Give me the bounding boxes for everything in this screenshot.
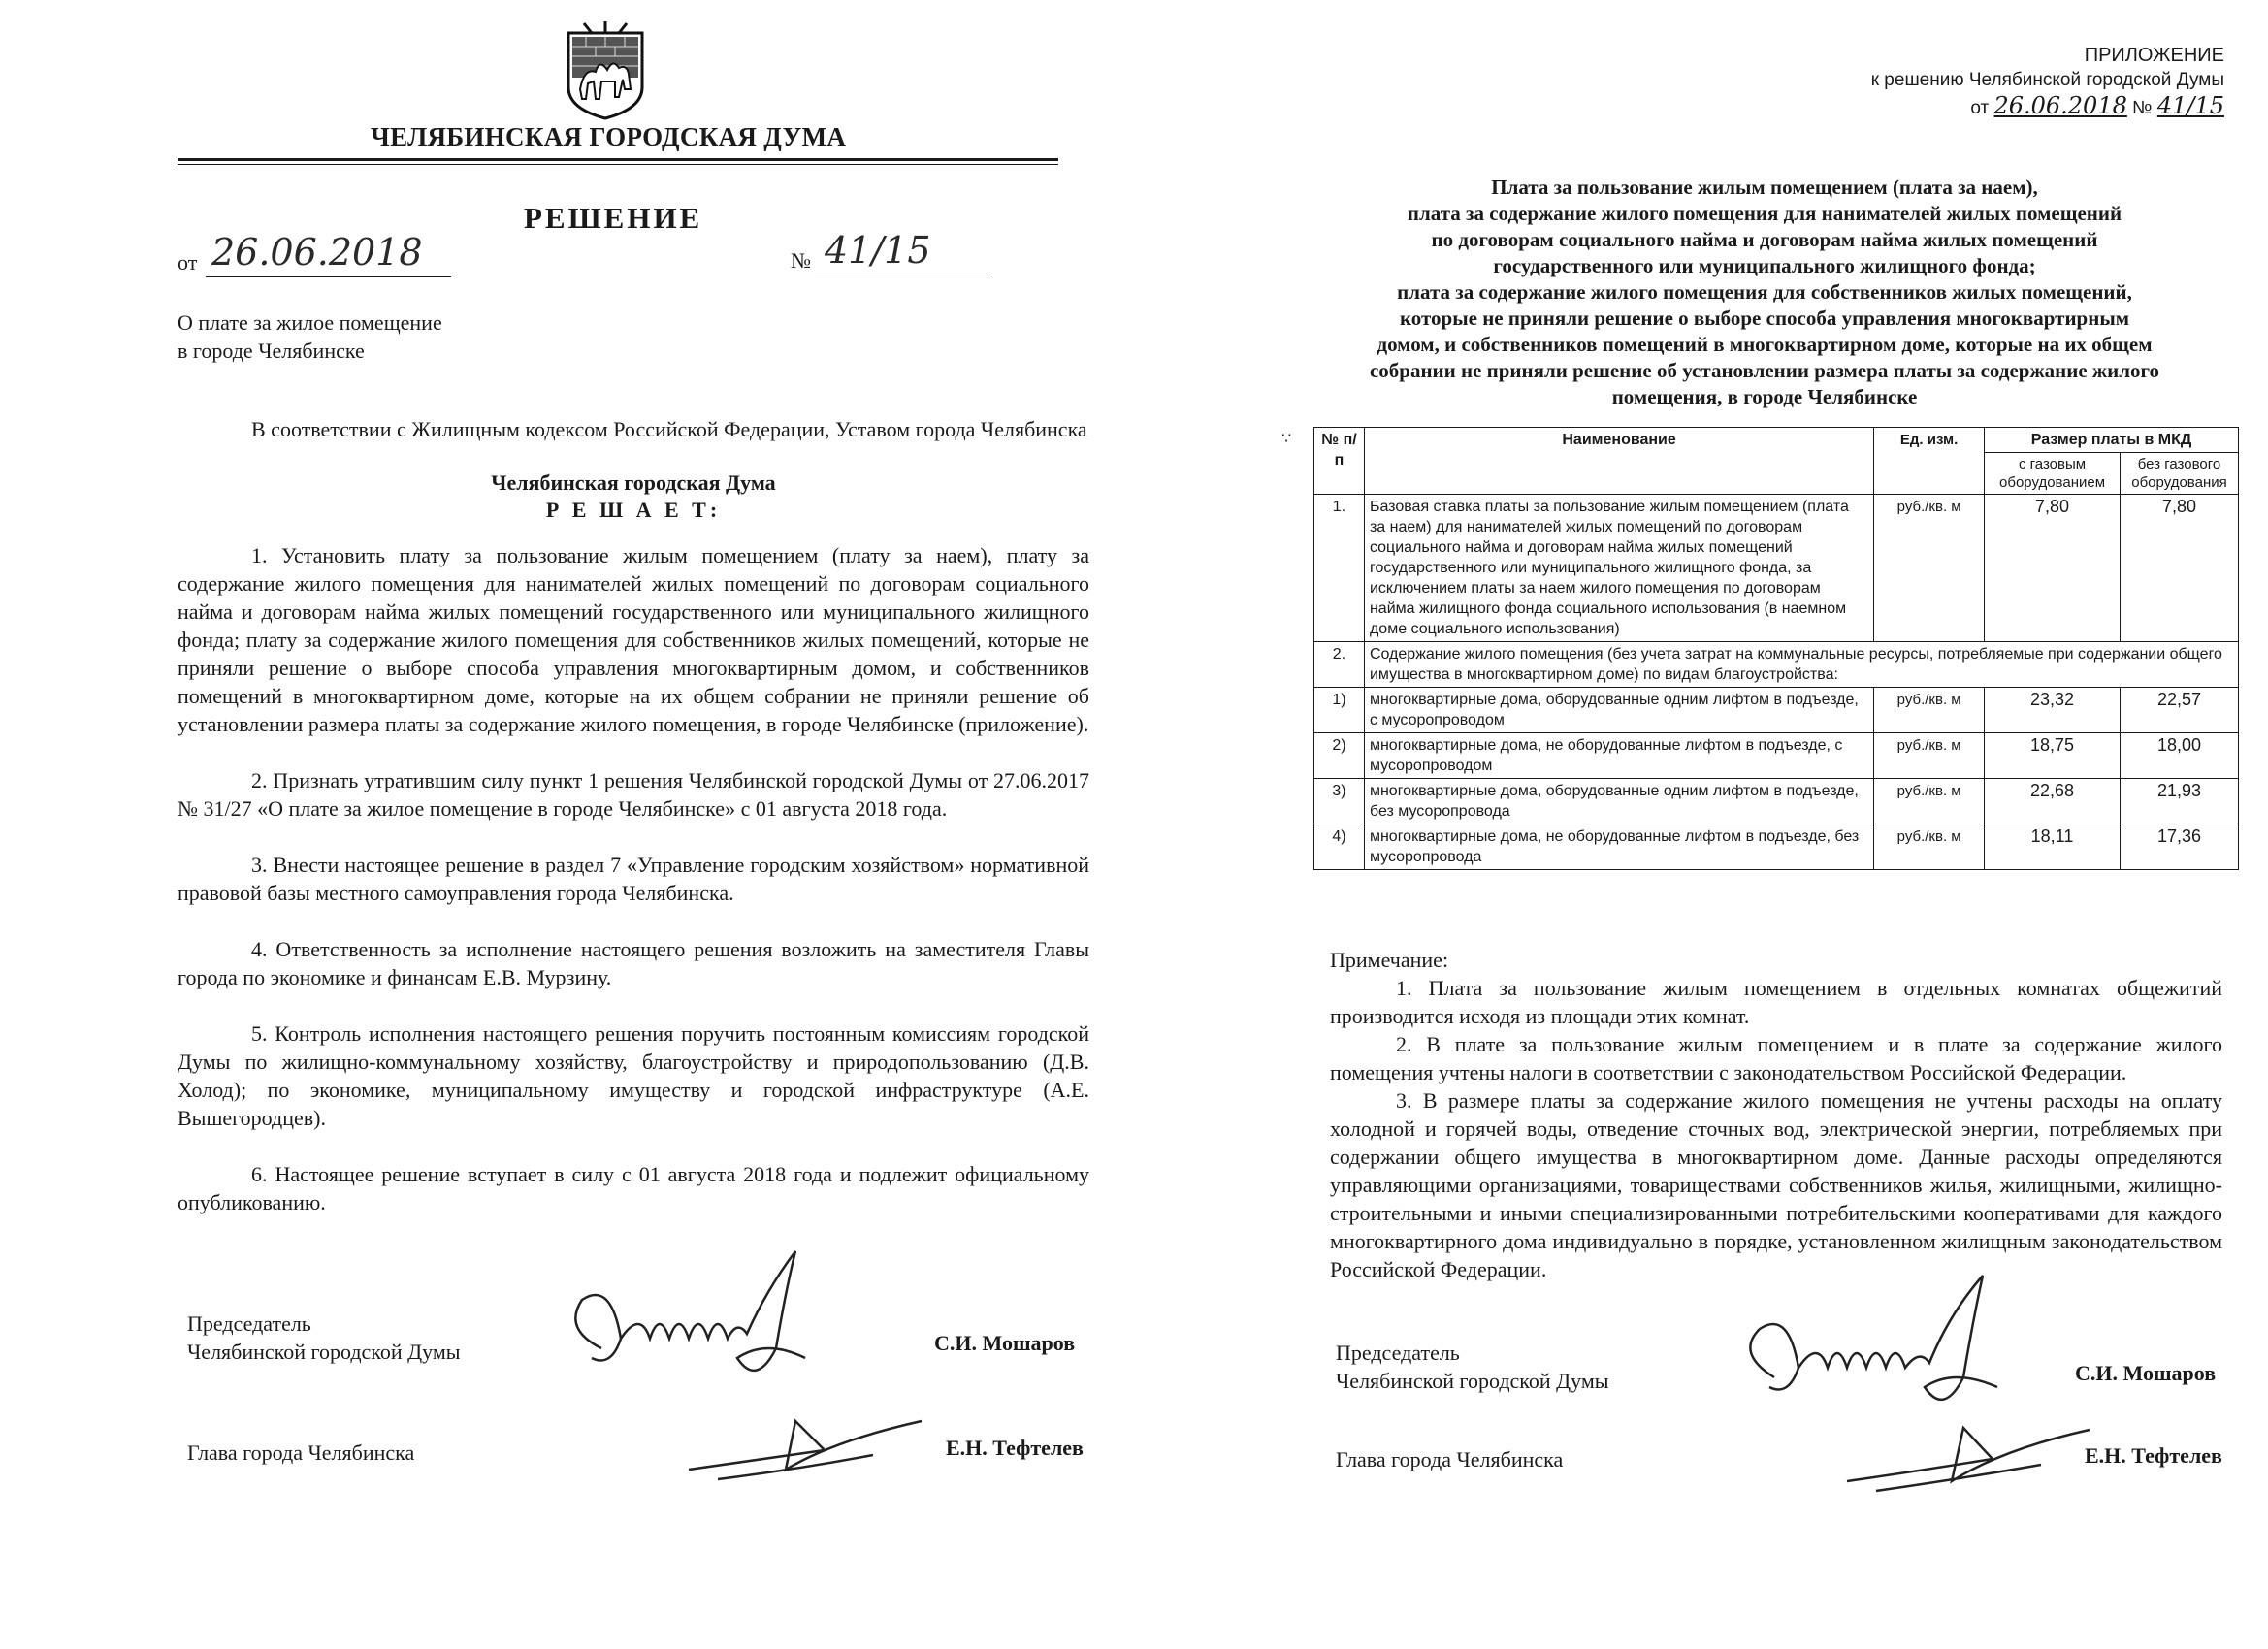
title-line: Плата за пользование жилым помещением (плата за наем), xyxy=(1491,176,2038,199)
head-signature xyxy=(1837,1418,2099,1496)
appendix-date-prefix: от xyxy=(1970,98,1990,118)
cell-unit: руб./кв. м xyxy=(1874,824,1985,870)
table-row xyxy=(1314,688,2239,733)
decision-item: 6. Настоящее решение вступает в силу с 01 августа 2018 года и подлежит официальному опубликованию. xyxy=(178,1162,1089,1214)
chair-signature xyxy=(1716,1256,2046,1426)
appendix-page xyxy=(1134,0,2268,1649)
chair-name: С.И. Мошаров xyxy=(2075,1361,2217,1385)
appendix-date: 26.06.2018 xyxy=(1993,92,2127,119)
title-line: плата за содержание жилого помещения для нанимателей жилых помещений xyxy=(1407,202,2122,225)
handwritten-number: 41/15 xyxy=(825,229,931,272)
title-line: помещения, в городе Челябинске xyxy=(1611,385,1918,408)
notes xyxy=(1330,946,2222,1283)
cell-without-gas: 22,57 xyxy=(2121,688,2239,733)
header-size: Размер платы в МКД xyxy=(1985,428,2239,453)
cell-name: многоквартирные дома, оборудованные одним лифтом в подъезде, без мусоропровода xyxy=(1364,779,1873,824)
table-margin-mark: ∵ xyxy=(1281,431,1292,447)
chair-label: Челябинской городской Думы xyxy=(1336,1369,1609,1393)
title-line: государственного или муниципального жилищного фонда; xyxy=(1493,254,2036,277)
cell-num: 2) xyxy=(1314,733,1365,779)
chair-label: Председатель xyxy=(187,1311,311,1336)
cell-without-gas: 7,80 xyxy=(2121,495,2239,642)
appendix-header xyxy=(1871,43,2224,121)
note-item: 3. В размере платы за содержание жилого помещения не учтены расходы на оплату холодной и горячей воды, отведение сточных вод, электрической энергии, потребляемых при содержании общего имущества в многоквартирном доме. Данные расходы определяются управляющими организациями, товариществами собственников жилья, жилищными, жилищно-строительными и иными специализированными потребительскими кооперативами для каждого многоквартирного дома индивидуально в порядке, установленном жилищным законодательством Российской Федерации. xyxy=(1330,1088,2222,1281)
decision-subject xyxy=(178,308,566,365)
chair-label: Челябинской городской Думы xyxy=(187,1340,461,1364)
cell-unit: руб./кв. м xyxy=(1874,688,1985,733)
table-header-row xyxy=(1314,428,2239,453)
tariff-table xyxy=(1313,427,2239,870)
notes-title: Примечание: xyxy=(1330,948,1449,972)
head-label: Глава города Челябинска xyxy=(1336,1447,1564,1471)
cell-with-gas: 22,68 xyxy=(1985,779,2121,824)
title-line: по договорам социального найма и договорам найма жилых помещений xyxy=(1431,228,2098,251)
table-row xyxy=(1314,642,2239,688)
appendix-date-line xyxy=(1871,93,2224,121)
cell-name: многоквартирные дома, не оборудованные лифтом в подъезде, без мусоропровода xyxy=(1364,824,1873,870)
cell-name: многоквартирные дома, не оборудованные лифтом в подъезде, с мусоропроводом xyxy=(1364,733,1873,779)
head-signature xyxy=(679,1411,931,1484)
title-line: домом, и собственников помещений в многоквартирном доме, которые на их общем xyxy=(1377,333,2153,356)
cell-name: многоквартирные дома, оборудованные одним лифтом в подъезде, с мусоропроводом xyxy=(1364,688,1873,733)
decision-item: 2. Признать утратившим силу пункт 1 решения Челябинской городской Думы от 27.06.2017 № 31/27 «О плате за жилое помещение в городе Челябинске» с 01 августа 2018 года. xyxy=(178,768,1089,821)
city-coat-of-arms-icon xyxy=(563,19,648,120)
decision-item: 1. Установить плату за пользование жилым помещением (плату за наем), плату за содержание жилого помещения для нанимателей жилых помещений по договорам социального найма и договорам найма жилых помещений государственного или муниципального жилищного фонда; плату за содержание жилого помещения для собственников жилых помещений, которые не приняли решение о выборе способа управления многоквартирным домом, и собственников помещений в многоквартирном доме, которые на их общем собрании не приняли решение об установлении размера платы за содержание жилого помещения, в городе Челябинске (приложение). xyxy=(178,543,1089,736)
header-rule xyxy=(178,158,1058,161)
table-title xyxy=(1299,175,2230,410)
note-item: 2. В плате за пользование жилым помещением и в плате за содержание жилого помещения учтены налоги в соответствии с законодательством Российской Федерации. xyxy=(1330,1032,2222,1084)
decides-line: Р Е Ш А Е Т: xyxy=(545,498,722,522)
council-resolves xyxy=(178,469,1089,524)
chair-signature xyxy=(543,1232,854,1397)
header-num: № п/п xyxy=(1314,428,1365,495)
head-label: Глава города Челябинска xyxy=(187,1440,415,1465)
date-prefix: от xyxy=(178,250,198,275)
decision-items xyxy=(178,541,1089,1245)
appendix-reference: к решению Челябинской городской Думы xyxy=(1870,70,2224,90)
appendix-number-prefix: № xyxy=(2132,98,2153,118)
handwritten-date: 26.06.2018 xyxy=(211,231,423,274)
preamble: В соответствии с Жилищным кодексом Российской Федерации, Уставом города Челябинска xyxy=(251,417,1087,441)
header-without-gas: без газового оборудования xyxy=(2121,453,2239,495)
cell-num: 2. xyxy=(1314,642,1365,688)
header-rule-thin xyxy=(178,164,1058,165)
cell-without-gas: 18,00 xyxy=(2121,733,2239,779)
title-line: собрании не приняли решение об установлении размера платы за содержание жилого xyxy=(1369,359,2160,382)
cell-num: 1) xyxy=(1314,688,1365,733)
cell-with-gas: 7,80 xyxy=(1985,495,2121,642)
header-with-gas: с газовым оборудованием xyxy=(1985,453,2121,495)
head-name: Е.Н. Тефтелев xyxy=(2085,1443,2222,1468)
cell-with-gas: 23,32 xyxy=(1985,688,2121,733)
cell-num: 3) xyxy=(1314,779,1365,824)
appendix-number: 41/15 xyxy=(2156,92,2224,119)
table-row xyxy=(1314,824,2239,870)
council-name: ЧЕЛЯБИНСКАЯ ГОРОДСКАЯ ДУМА xyxy=(371,122,847,151)
document-title: РЕШЕНИЕ xyxy=(524,201,703,235)
decision-item: 4. Ответственность за исполнение настоящего решения возложить на заместителя Главы города по экономике и финансам Е.В. Мурзину. xyxy=(178,937,1089,989)
title-line: которые не приняли решение о выборе способа управления многоквартирным xyxy=(1399,307,2130,330)
table-row xyxy=(1314,779,2239,824)
subject-line: в городе Челябинске xyxy=(178,339,365,363)
cell-with-gas: 18,11 xyxy=(1985,824,2121,870)
chair-label: Председатель xyxy=(1336,1341,1460,1365)
cell-unit: руб./кв. м xyxy=(1874,733,1985,779)
number-prefix: № xyxy=(791,248,811,273)
decision-item: 3. Внести настоящее решение в раздел 7 «Управление городским хозяйством» нормативной правовой базы местного самоуправления города Челябинска. xyxy=(178,853,1089,905)
head-name: Е.Н. Тефтелев xyxy=(946,1436,1084,1460)
table-row xyxy=(1314,733,2239,779)
cell-unit: руб./кв. м xyxy=(1874,495,1985,642)
council-name-line: Челябинская городская Дума xyxy=(491,470,776,495)
cell-name: Содержание жилого помещения (без учета затрат на коммунальные ресурсы, потребляемые при содержании общего имущества в многоквартирном доме) по видам благоустройства: xyxy=(1364,642,2238,688)
cell-unit: руб./кв. м xyxy=(1874,779,1985,824)
cell-without-gas: 17,36 xyxy=(2121,824,2239,870)
date-underline xyxy=(206,276,451,277)
cell-num: 4) xyxy=(1314,824,1365,870)
cell-without-gas: 21,93 xyxy=(2121,779,2239,824)
title-line: плата за содержание жилого помещения для собственников жилых помещений, xyxy=(1397,280,2132,304)
cell-name: Базовая ставка платы за пользование жилым помещением (плата за наем) для нанимателей жилых помещений по договорам социального найма и договорам найма жилых помещений государственного или муниципального жилищного фонда, за исключением платы за наем жилого помещения по договорам найма жилищного фонда социального использования (в наемном доме социального использования) xyxy=(1364,495,1873,642)
appendix-title: ПРИЛОЖЕНИЕ xyxy=(2084,45,2224,66)
header-name: Наименование xyxy=(1364,428,1873,495)
table-row xyxy=(1314,495,2239,642)
note-item: 1. Плата за пользование жилым помещением в отдельных комнатах общежитий производится исходя из площади этих комнат. xyxy=(1330,976,2222,1028)
cell-with-gas: 18,75 xyxy=(1985,733,2121,779)
decision-item: 5. Контроль исполнения настоящего решения поручить постоянным комиссиям городской Думы по жилищно-коммунальному хозяйству, благоустройству и природопользованию (Д.В. Холод); по экономике, муниципальному имуществу и городской инфраструктуре (А.Е. Вышегородцев). xyxy=(178,1021,1089,1130)
cell-num: 1. xyxy=(1314,495,1365,642)
chair-name: С.И. Мошаров xyxy=(934,1331,1076,1355)
subject-line: О плате за жилое помещение xyxy=(178,310,442,335)
header-unit: Ед. изм. xyxy=(1874,428,1985,495)
